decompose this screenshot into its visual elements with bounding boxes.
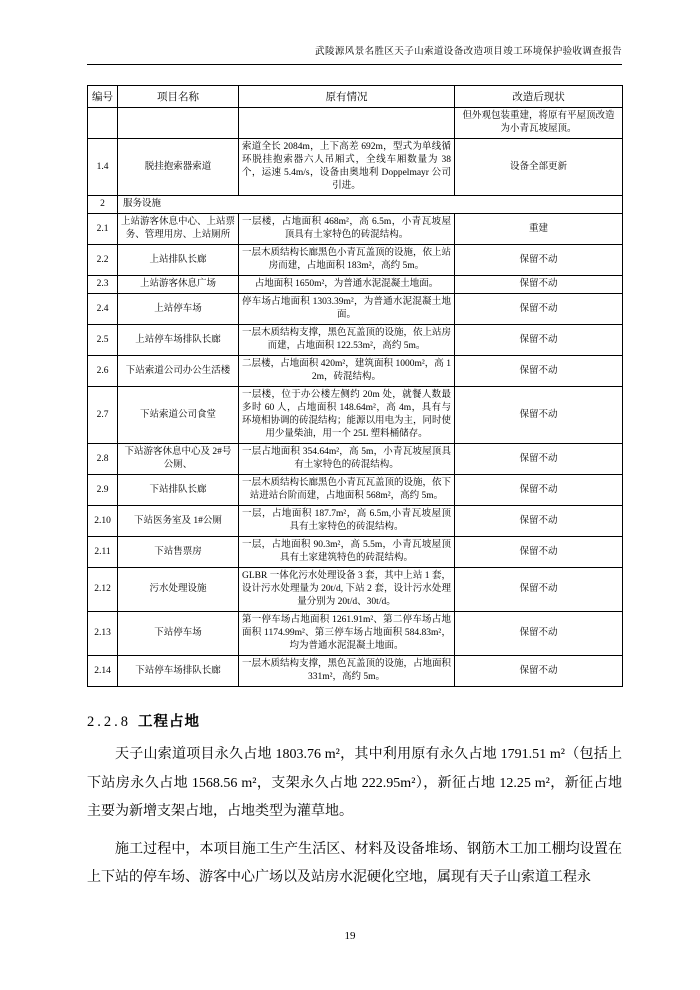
- cell-status: 保留不动: [455, 475, 623, 506]
- cell-original: 一层，占地面积 187.7m²，高 6.5m,小青瓦坡屋顶具有土家特色的砖混结构。: [239, 506, 455, 537]
- table-row: [88, 387, 623, 444]
- cell-name: 下站售票房: [118, 537, 239, 568]
- table-row: [88, 325, 623, 356]
- table-row: [88, 568, 623, 612]
- cell-original: 一层，占地面积 90.3m²，高 5.5m，小青瓦坡屋顶具有土家建筑特色的砖混结构。: [239, 537, 455, 568]
- cell-id: 2.5: [88, 325, 118, 356]
- cell-status: 保留不动: [455, 276, 623, 294]
- cell-id: 2.2: [88, 245, 118, 276]
- cell-status: 保留不动: [455, 656, 623, 687]
- section-title: 工程占地: [138, 714, 200, 730]
- table-header-row: [88, 86, 623, 108]
- cell-id: 2.4: [88, 294, 118, 325]
- table-row: [88, 245, 623, 276]
- cell-name: 下站医务室及 1#公厕: [118, 506, 239, 537]
- running-header-title: 武陵源风景名胜区天子山索道设备改造项目竣工环境保护验收调查报告: [315, 47, 622, 57]
- cell-status: 保留不动: [455, 356, 623, 387]
- cell-name: 下站索道公司食堂: [118, 387, 239, 444]
- cell-id: 2.6: [88, 356, 118, 387]
- cell-name: 下站停车场排队长廊: [118, 656, 239, 687]
- table-row: [88, 108, 623, 139]
- cell-section-id: 2: [88, 196, 118, 214]
- cell-original: 索道全长 2084m，上下高差 692m，型式为单线循环脱挂抱索器六人吊厢式，全线车厢数量为 38 个，运速 5.4m/s，设备由奥地利 Doppelmayr 公司引进。: [239, 139, 455, 196]
- section-heading: [87, 712, 622, 732]
- facility-table: [87, 85, 623, 687]
- cell-status: 保留不动: [455, 294, 623, 325]
- cell-status: 保留不动: [455, 537, 623, 568]
- cell-status: 保留不动: [455, 506, 623, 537]
- col-header-name: 项目名称: [118, 86, 239, 108]
- table-row: [88, 356, 623, 387]
- paragraph-construction-layout: 施工过程中，本项目施工生产生活区、材料及设备堆场、钢筋木工加工棚均设置在上下站的停车场、游客中心广场以及站房水泥硬化空地，属现有天子山索道工程永: [87, 841, 622, 885]
- table-row: [88, 139, 623, 196]
- cell-status: 重建: [455, 214, 623, 245]
- cell-original: 二层楼，占地面积 420m²，建筑面积 1000m²，高 12m，砖混结构。: [239, 356, 455, 387]
- col-header-id: 编号: [88, 86, 118, 108]
- cell-id: 2.13: [88, 612, 118, 656]
- cell-id: 2.10: [88, 506, 118, 537]
- cell-name: 上站停车场: [118, 294, 239, 325]
- col-header-status: 改造后现状: [455, 86, 623, 108]
- cell-original: 一层木质结构长廊黑色小青瓦盖顶的设施，依上站房而建，占地面积 183m²，高约 5m。: [239, 245, 455, 276]
- cell-original: 停车场占地面积 1303.39m²，为普通水泥混凝土地面。: [239, 294, 455, 325]
- table-row: [88, 475, 623, 506]
- cell-original: 一层楼，位于办公楼左侧约 20m 处，就餐人数最多时 60 人，占地面积 148.64m²，高 4m，具有与环境相协调的砖混结构；能源以用电为主，同时使用少量柴油，用一个 25L 塑料桶储存。: [239, 387, 455, 444]
- paragraph-land-occupation: 天子山索道项目永久占地 1803.76 m²，其中利用原有永久占地 1791.51 m²（包括上下站房永久占地 1568.56 m²，支架永久占地 222.95m²），新征占地 12.25 m²，新征占地主要为新增支架占地，占地类型为灌草地。: [87, 747, 622, 819]
- cell-name: 上站排队长廊: [118, 245, 239, 276]
- cell-original: 一层木质结构支撑，黑色瓦盖顶的设施，占地面积 331m²，高约 5m。: [239, 656, 455, 687]
- cell-id: 2.8: [88, 444, 118, 475]
- cell-name: [118, 108, 239, 139]
- cell-status: 保留不动: [455, 612, 623, 656]
- cell-name: 脱挂抱索器索道: [118, 139, 239, 196]
- table-row: [88, 196, 623, 214]
- cell-status: 但外观包装重建，将原有平屋顶改造为小青瓦坡屋顶。: [455, 108, 623, 139]
- cell-status: 保留不动: [455, 325, 623, 356]
- table-row: [88, 537, 623, 568]
- cell-status: 保留不动: [455, 444, 623, 475]
- page-number: 19: [344, 930, 356, 942]
- cell-id: 2.12: [88, 568, 118, 612]
- cell-name: 上站停车场排队长廊: [118, 325, 239, 356]
- cell-id: 2.9: [88, 475, 118, 506]
- cell-status: 保留不动: [455, 245, 623, 276]
- cell-name: 下站排队长廊: [118, 475, 239, 506]
- cell-status: 保留不动: [455, 387, 623, 444]
- table-row: [88, 276, 623, 294]
- table-row: [88, 612, 623, 656]
- cell-id: 2.7: [88, 387, 118, 444]
- cell-original: 一层楼，占地面积 468m²，高 6.5m，小青瓦坡屋顶具有土家特色的砖混结构。: [239, 214, 455, 245]
- cell-status: 保留不动: [455, 568, 623, 612]
- cell-original: 一层占地面积 354.64m²，高 5m，小青瓦坡屋顶具有土家特色的砖混结构。: [239, 444, 455, 475]
- col-header-original: 原有情况: [239, 86, 455, 108]
- cell-name: 下站停车场: [118, 612, 239, 656]
- cell-section-title: 服务设施: [118, 196, 623, 214]
- cell-status: 设备全部更新: [455, 139, 623, 196]
- cell-id: 2.14: [88, 656, 118, 687]
- table-row: [88, 656, 623, 687]
- cell-original: 一层木质结构长廊黑色小青瓦瓦盖顶的设施，依下站进站台阶而建，占地面积 568m²，高约 5m。: [239, 475, 455, 506]
- cell-original: [239, 108, 455, 139]
- table-row: [88, 214, 623, 245]
- cell-original: 一层木质结构支撑，黑色瓦盖顶的设施，依上站房而建，占地面积 122.53m²，高约 5m。: [239, 325, 455, 356]
- cell-original: GLBR 一体化污水处理设备 3 套，其中上站 1 套，设计污水处理量为 20t/d, 下站 2 套，设计污水处理量分别为 20t/d、30t/d。: [239, 568, 455, 612]
- cell-id: 2.11: [88, 537, 118, 568]
- cell-original: 第一停车场占地面积 1261.91m²、第二停车场占地面积 1174.99m²、第三停车场占地面积 584.83m²，均为普通水泥混凝土地面。: [239, 612, 455, 656]
- running-header: [87, 46, 622, 65]
- cell-name: 下站游客休息中心及 2#号公厕、: [118, 444, 239, 475]
- cell-id: 2.1: [88, 214, 118, 245]
- cell-name: 污水处理设施: [118, 568, 239, 612]
- cell-name: 上站游客休息中心、上站票务、管理用房、上站厕所: [118, 214, 239, 245]
- table-row: [88, 294, 623, 325]
- section-number: 2.2.8: [87, 714, 131, 730]
- cell-id: 1.4: [88, 139, 118, 196]
- cell-name: 下站索道公司办公生活楼: [118, 356, 239, 387]
- table-row: [88, 506, 623, 537]
- table-row: [88, 444, 623, 475]
- cell-id: 2.3: [88, 276, 118, 294]
- cell-name: 上站游客休息广场: [118, 276, 239, 294]
- cell-id: [88, 108, 118, 139]
- cell-original: 占地面积 1650m²，为普通水泥混凝土地面。: [239, 276, 455, 294]
